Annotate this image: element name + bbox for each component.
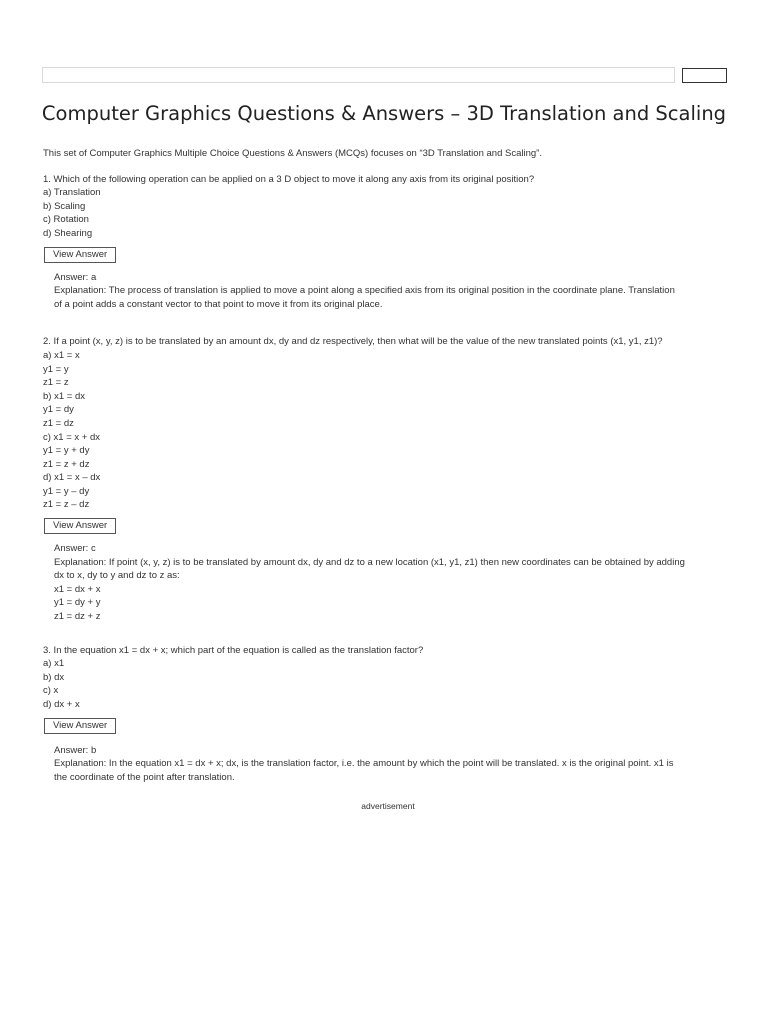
option: b) Scaling (43, 200, 86, 212)
main-content (43, 147, 733, 811)
question-block (43, 644, 733, 785)
option: y1 = y (43, 363, 69, 375)
option: y1 = y + dy (43, 445, 90, 457)
answer-panel (54, 542, 733, 624)
option: c) Rotation (43, 214, 89, 226)
page-title: Computer Graphics Questions & Answers – 3D Translation and Scaling (41, 102, 727, 125)
explanation-text: dx to x, dy to y and dz to z as: (54, 570, 180, 582)
option: a) x1 (43, 658, 65, 670)
view-answer-button[interactable]: View Answer (44, 718, 116, 734)
explanation-text: of a point adds a constant vector to that point to move it from its original place. (54, 298, 383, 310)
explanation-text: Explanation: The process of translation is applied to move a point along a specified axis from its original position in the coordinate plane. Translation (54, 285, 675, 297)
option: y1 = y – dy (43, 485, 90, 497)
option: d) dx + x (43, 699, 80, 710)
answer-text: Answer: c (54, 543, 96, 555)
option: d) Shearing (43, 227, 93, 239)
answer-panel (54, 744, 733, 785)
view-answer-button[interactable]: View Answer (44, 518, 116, 534)
option: z1 = z + dz (43, 458, 90, 470)
question-block (43, 335, 733, 623)
answer-text: Answer: b (54, 744, 97, 756)
answer-text: Answer: a (54, 271, 97, 283)
advertisement-label: advertisement (361, 801, 415, 812)
option: b) x1 = dx (43, 390, 85, 402)
question-block (43, 173, 733, 312)
search-button[interactable] (682, 68, 727, 83)
option: z1 = dz (43, 417, 74, 429)
answer-panel (54, 271, 733, 312)
option: z1 = z (43, 377, 69, 389)
explanation-text: x1 = dx + x (54, 583, 101, 595)
explanation-text: y1 = dy + y (54, 597, 101, 609)
question-text: 2. If a point (x, y, z) is to be translated by an amount dx, dy and dz respectively, then what will be the value of the new translated points (x1, y1, z1)? (43, 336, 663, 348)
explanation-text: z1 = dz + z (54, 611, 101, 623)
explanation-text: the coordinate of the point after translation. (54, 771, 235, 783)
search-input[interactable] (42, 67, 675, 83)
option: z1 = z – dz (43, 499, 90, 511)
explanation-text: Explanation: If point (x, y, z) is to be translated by amount dx, dy and dz to a new location (x1, y1, z1) then new coordinates can be obtained by adding (54, 556, 685, 568)
question-text: 3. In the equation x1 = dx + x; which part of the equation is called as the translation factor? (43, 644, 424, 656)
option: d) x1 = x – dx (43, 472, 101, 484)
option: a) x1 = x (43, 349, 80, 361)
question-text: 1. Which of the following operation can be applied on a 3 D object to move it along any axis from its original position? (43, 173, 535, 185)
intro-text: This set of Computer Graphics Multiple Choice Questions & Answers (MCQs) focuses on “3D Translation and Scaling”. (43, 148, 542, 159)
view-answer-button[interactable]: View Answer (44, 247, 116, 263)
option: c) x (43, 685, 59, 697)
explanation-text: Explanation: In the equation x1 = dx + x; dx, is the translation factor, i.e. the amount by which the point will be translated. x is the original point. x1 is (54, 758, 674, 770)
option: a) Translation (43, 187, 101, 199)
option: y1 = dy (43, 404, 74, 416)
option: c) x1 = x + dx (43, 431, 101, 443)
option: b) dx (43, 671, 65, 683)
